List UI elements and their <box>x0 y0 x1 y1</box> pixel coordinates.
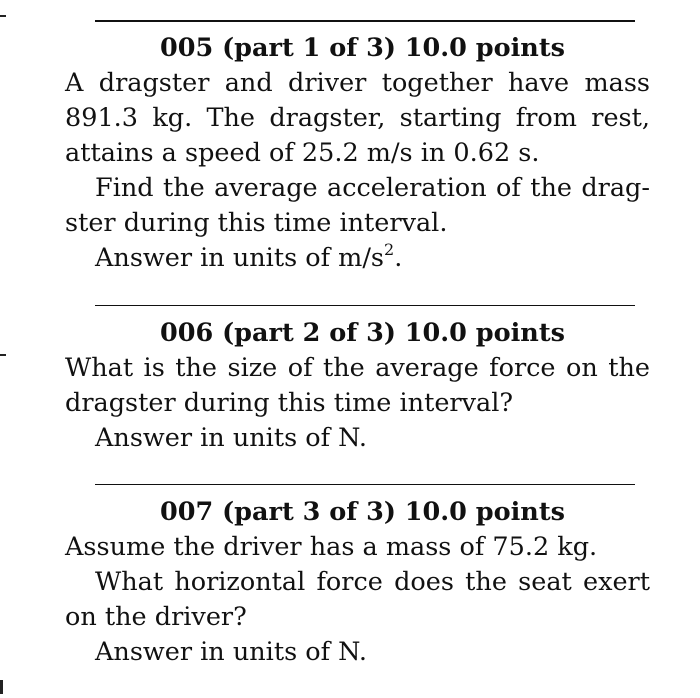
answer-units-line: Answer in units of N. <box>95 637 367 667</box>
problem-007 <box>65 495 650 670</box>
problem-text-line: 891.3 kg. The dragster, starting from rest, <box>65 103 650 133</box>
answer-units-exponent: 2 <box>384 239 395 259</box>
problem-text-line: Assume the driver has a mass of 75.2 kg. <box>65 532 598 562</box>
problem-text-line: on the driver? <box>65 602 247 632</box>
answer-units-line: Answer in units of N. <box>95 423 367 453</box>
top-divider-rule <box>95 20 635 22</box>
left-edge-mark <box>0 15 6 17</box>
problem-text-line: What is the size of the average force on the <box>65 353 650 383</box>
problem-text-line: attains a speed of 25.2 m/s in 0.62 s. <box>65 138 540 168</box>
problem-006 <box>65 316 650 456</box>
problem-heading: 007 (part 3 of 3) 10.0 points <box>160 497 565 527</box>
problem-005 <box>65 31 650 276</box>
answer-units-text: Answer in units of m/s <box>95 243 385 273</box>
left-edge-mark <box>0 680 3 694</box>
section-divider-rule <box>95 305 635 306</box>
section-divider-rule <box>95 484 635 485</box>
problem-heading: 005 (part 1 of 3) 10.0 points <box>160 33 565 63</box>
answer-units-period: . <box>394 243 403 273</box>
problem-text-line: ster during this time interval. <box>65 208 448 238</box>
problem-text-line: A dragster and driver together have mass <box>65 68 650 98</box>
answer-units-line <box>65 241 650 276</box>
left-edge-mark <box>0 354 6 356</box>
problem-text-line: dragster during this time interval? <box>65 388 514 418</box>
problem-text-line: Find the average acceleration of the drag- <box>95 173 650 203</box>
problem-heading: 006 (part 2 of 3) 10.0 points <box>160 318 565 348</box>
problem-text-line: What horizontal force does the seat exert <box>95 567 650 597</box>
